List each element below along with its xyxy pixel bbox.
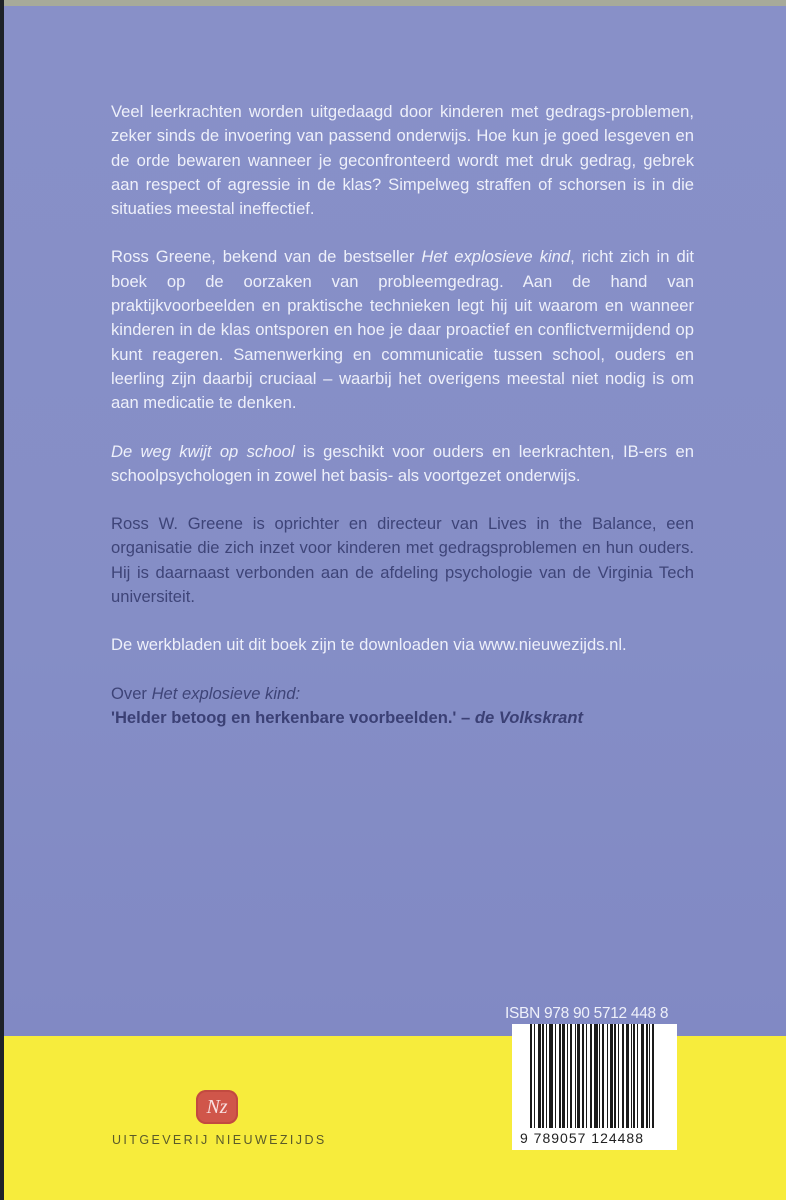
blurb-paragraph-1: Veel leerkrachten worden uitgedaagd door kinderen met gedrags-problemen, zeker sinds de invoering van passend onderwijs. Hoe kun je goed lesgeven en de orde bewaren wanneer je geconfronteerd wordt met druk gedrag, gebrek aan respect of agressie in de klas? Simpelweg straffen of schorsen is in die situaties meestal ineffectief. bbox=[111, 102, 694, 219]
blurb-paragraph-3 bbox=[111, 440, 694, 489]
barcode-digits: 9 789057 124488 bbox=[520, 1130, 644, 1146]
author-bio: Ross W. Greene is oprichter en directeur van Lives in the Balance, een organisatie die zich inzet voor kinderen met gedragsproblemen en hun ouders. Hij is daarnaast verbonden aan de afdeling psychologie van de Virginia Tech universiteit. bbox=[111, 514, 694, 607]
isbn-label: ISBN 978 90 5712 448 8 bbox=[505, 1005, 669, 1022]
book-title: De weg kwijt op school bbox=[111, 441, 295, 461]
left-edge bbox=[0, 0, 4, 1200]
quote-intro-title: Het explosieve kind: bbox=[151, 683, 301, 703]
p2-suffix: , richt zich in dit boek op de oorzaken van probleemgedrag. Aan de hand van praktijkvoorbeelden en praktische technieken legt hij uit waarom en wanneer kinderen in de klas ontsporen en hoe je daar proactief en conflictvermijdend op kunt reageren. Samenwerking en communicatie tussen school, ouders en leerling zijn daarbij cruciaal – waarbij het overigens meestal niet nodig is om aan medicatie te denken. bbox=[111, 247, 694, 413]
quote-source: de Volkskrant bbox=[474, 707, 584, 727]
quote-intro bbox=[111, 682, 694, 706]
publisher-name: UITGEVERIJ NIEUWEZIJDS bbox=[112, 1133, 327, 1147]
p2-prefix: Ross Greene, bekend van de bestseller bbox=[111, 247, 422, 267]
quote-text: 'Helder betoog en herkenbare voorbeelden.' – bbox=[111, 707, 475, 727]
book-title-explosive-kind: Het explosieve kind bbox=[421, 247, 571, 267]
publisher-logo-text: Nz bbox=[206, 1095, 228, 1118]
publisher-logo-icon bbox=[196, 1090, 238, 1124]
barcode bbox=[512, 1024, 677, 1150]
press-quote bbox=[111, 706, 694, 730]
download-note: De werkbladen uit dit boek zijn te downloaden via www.nieuwezijds.nl. bbox=[111, 635, 627, 655]
quote-intro-prefix: Over bbox=[111, 683, 152, 703]
blurb-paragraph-2 bbox=[111, 245, 694, 415]
blurb bbox=[111, 100, 694, 730]
barcode-bars-icon bbox=[530, 1024, 662, 1128]
p3-suffix: is geschikt voor ouders en leerkrachten, IB-ers en schoolpsychologen in zowel het basis- als voortgezet onderwijs. bbox=[111, 441, 694, 485]
top-edge bbox=[0, 0, 786, 6]
